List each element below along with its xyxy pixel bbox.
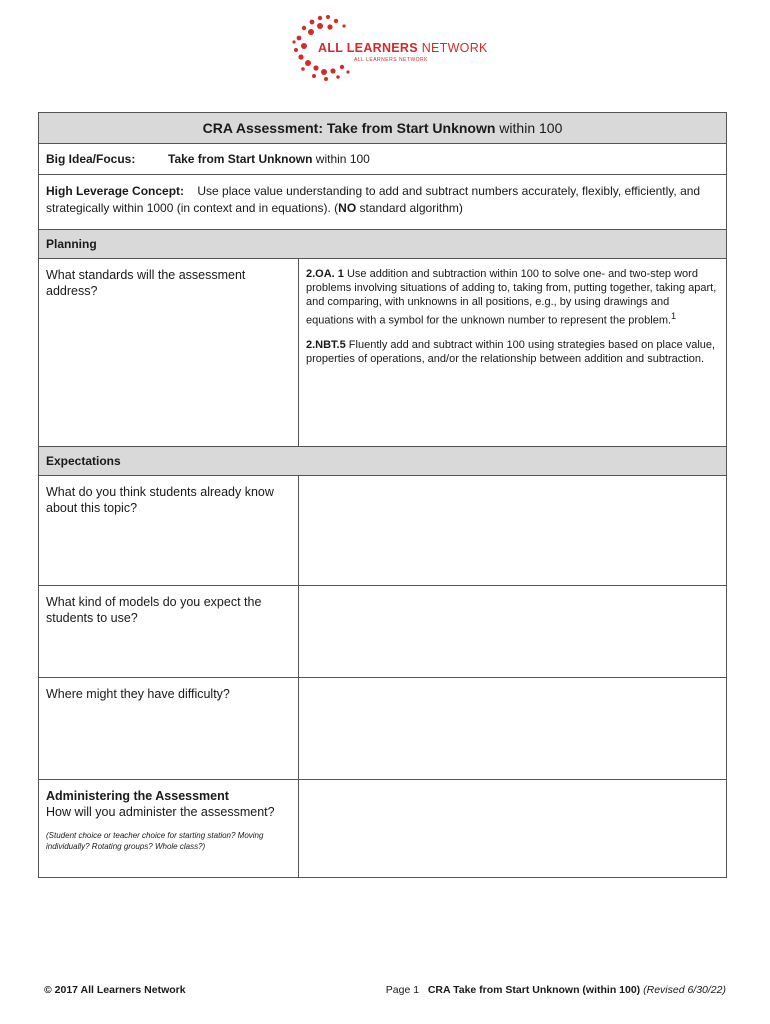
difficulty-question: Where might they have difficulty? bbox=[39, 678, 299, 780]
know-question: What do you think students already know about this topic? bbox=[39, 476, 299, 586]
administer-answer-field[interactable] bbox=[299, 780, 727, 878]
standards-answer bbox=[299, 259, 727, 447]
administer-note: (Student choice or teacher choice for starting station? Moving individually? Rotating groups? Whole class?) bbox=[46, 831, 264, 851]
form-title: CRA Assessment: Take from Start Unknown within 100 bbox=[39, 113, 727, 144]
footer-page-info bbox=[386, 984, 726, 996]
standard-2nbt5: 2.NBT.5 Fluently add and subtract within 100 using strategies based on place value, properties of operations, and/or the relationship between addition and subtraction. bbox=[306, 338, 716, 365]
page-number: Page 1 bbox=[385, 984, 420, 996]
footer-copyright: © 2017 All Learners Network bbox=[44, 984, 186, 996]
logo-tagline: ALL LEARNERS NETWORK bbox=[354, 57, 428, 63]
expectations-header: Expectations bbox=[39, 447, 727, 476]
planning-header: Planning bbox=[39, 230, 727, 259]
all-learners-network-logo bbox=[290, 12, 500, 82]
big-idea-row: Big Idea/Focus: Take from Start Unknown within 100 bbox=[39, 144, 727, 175]
know-answer-field[interactable] bbox=[299, 476, 727, 586]
administer-label: Administering the Assessment bbox=[46, 789, 229, 803]
models-question: What kind of models do you expect the students to use? bbox=[39, 586, 299, 678]
standard-2oa1: 2.OA. 1 Use addition and subtraction within 100 to solve one- and two-step word problems involving situations of adding to, taking from, putting together, taking apart, and comparing, with unknowns in all positions, e.g., by using drawings and equations with a symbol for the unknown number to represent the problem.$^1$ bbox=[306, 268, 717, 327]
footer-revised: (Revised 6/30/22) bbox=[643, 984, 726, 996]
high-leverage-label: High Leverage Concept: bbox=[46, 184, 185, 198]
logo-brand-text: ALL LEARNERS NETWORK bbox=[318, 41, 488, 55]
administer-question: Administering the Assessment How will you administer the assessment? (Student choice or teacher choice for starting station? Moving individually? Rotating groups? Whole class?) bbox=[39, 780, 299, 878]
assessment-form-table bbox=[38, 112, 727, 878]
standards-question: What standards will the assessment address? bbox=[39, 259, 299, 447]
models-answer-field[interactable] bbox=[299, 586, 727, 678]
footer-doc-title: CRA Take from Start Unknown (within 100) bbox=[427, 984, 641, 996]
difficulty-answer-field[interactable] bbox=[299, 678, 727, 780]
high-leverage-row: High Leverage Concept: Use place value understanding to add and subtract numbers accurately, flexibly, efficiently, and strategically within 1000 (in context and in equations). (NO standard algorithm) bbox=[39, 175, 727, 230]
